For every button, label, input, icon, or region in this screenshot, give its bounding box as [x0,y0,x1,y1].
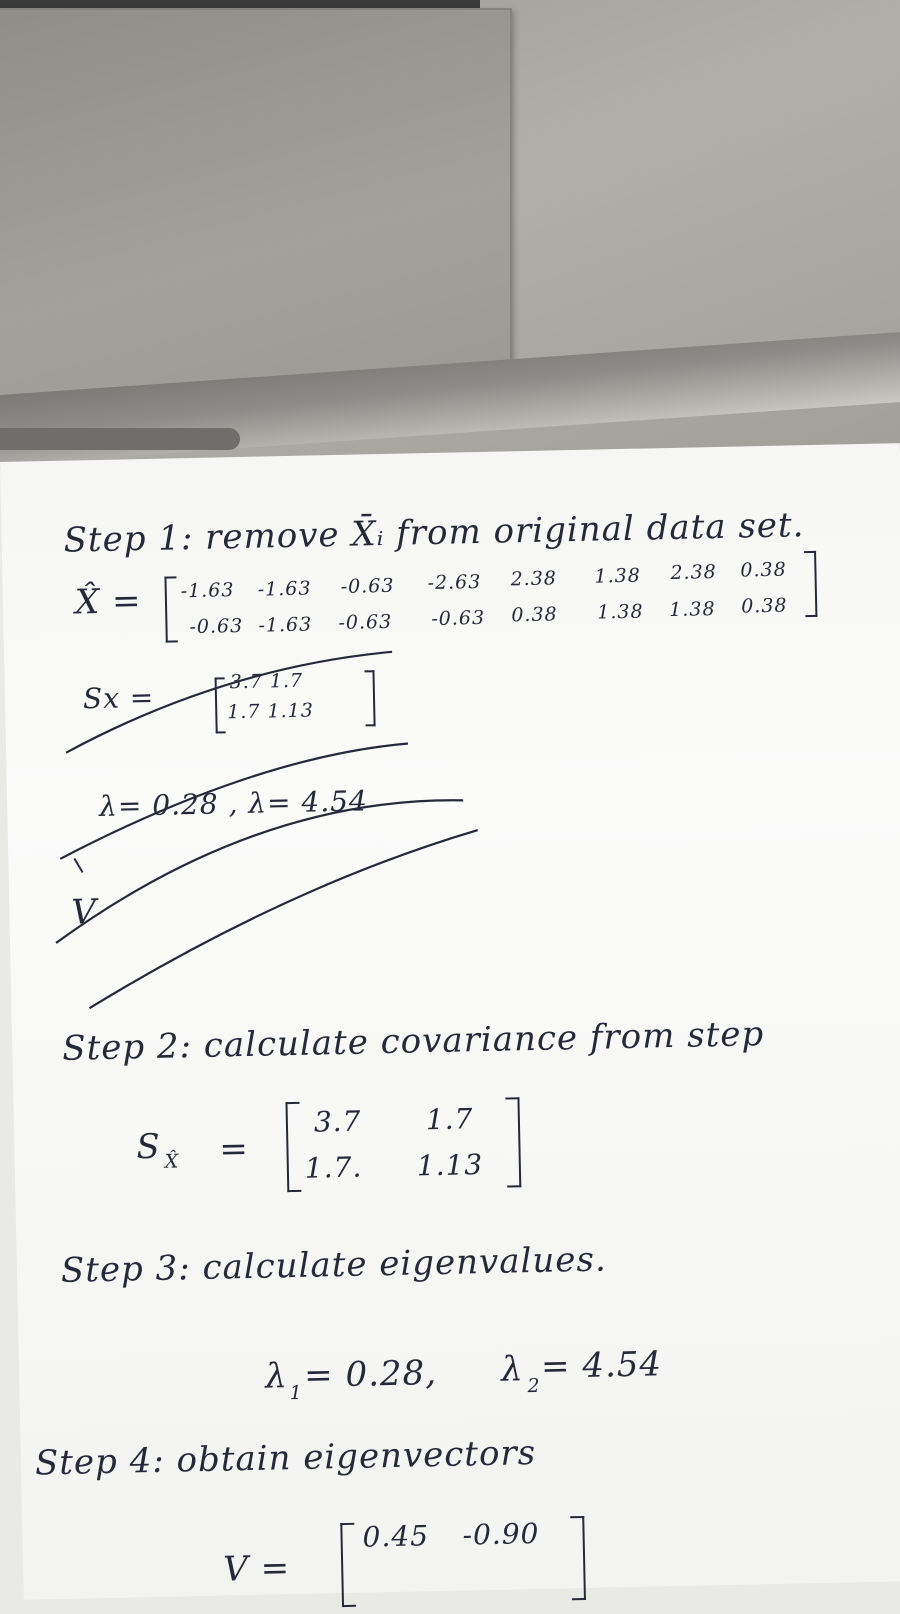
matrix-cell: 0.38 [740,558,787,582]
crossed-matrix-row1: 3.7 1.7 [229,669,304,694]
matrix-cell: 1.38 [669,598,716,622]
step3-lambda1-sub: 1 [289,1381,303,1405]
matrix-cell: 2.38 [670,561,718,584]
step4-cell: -0.90 [462,1516,540,1552]
matrix-cell: 2.38 [510,567,558,591]
step3-lambda2-value: = 4.54 [540,1344,663,1387]
step4-left-bracket [340,1523,356,1607]
step1-matrix-lhs: X̂ = [74,581,142,623]
crossed-v-label: V [71,892,98,933]
matrix-cell: -0.63 [189,614,244,639]
step2-s-symbol: S [135,1126,162,1168]
matrix-cell: -0.63 [340,574,395,598]
matrix-cell: 1.38 [594,564,642,588]
step2-left-bracket [285,1102,301,1192]
step2-cell: 1.13 [416,1148,484,1183]
paper-sheet [0,443,900,1600]
step3-lambda2: λ [500,1349,525,1390]
crossed-eigenvalues: λ= 0.28 , λ= 4.54 [98,784,369,823]
laptop-background [0,0,900,470]
matrix-cell: 1.38 [597,600,644,624]
step4-cell: 0.45 [362,1519,430,1554]
step4-v-label: V = [222,1548,291,1590]
step4-right-bracket [570,1516,586,1600]
crossed-sx-label: Sx = [82,680,155,716]
matrix-cell: -1.63 [180,579,235,603]
matrix-cell: -1.63 [258,613,313,637]
step3-lambda2-sub: 2 [527,1374,541,1398]
step2-cell: 1.7. [304,1150,363,1185]
step4-heading: Step 4: obtain eigenvectors [34,1432,537,1484]
matrix-cell: 0.38 [740,594,788,618]
strike-through-lines [0,443,900,1022]
step2-cell: 1.7 [425,1102,474,1137]
step2-equals: = [219,1128,250,1170]
matrix-cell: 0.38 [511,603,558,627]
step3-lambda1-value: = 0.28, [303,1353,438,1396]
matrix-cell: -0.63 [431,606,486,630]
matrix-cell: -0.63 [338,610,393,634]
step2-cell: 3.7 [313,1104,362,1139]
step2-heading: Step 2: calculate covariance from step [61,1014,765,1069]
matrix-cell: -1.63 [257,577,312,601]
step3-lambda1: λ [264,1356,289,1397]
crossed-matrix-row2: 1.7 1.13 [227,699,315,724]
matrix-cell: -2.63 [427,570,482,595]
laptop-trackpad [0,8,512,398]
step3-heading: Step 3: calculate eigenvalues. [60,1239,608,1291]
step2-right-bracket [505,1097,521,1187]
step2-s-subscript: X̂ [164,1150,180,1173]
step1-heading: Step 1: remove X̄ᵢ from original data set. [63,505,805,561]
laptop-slot [0,428,240,450]
